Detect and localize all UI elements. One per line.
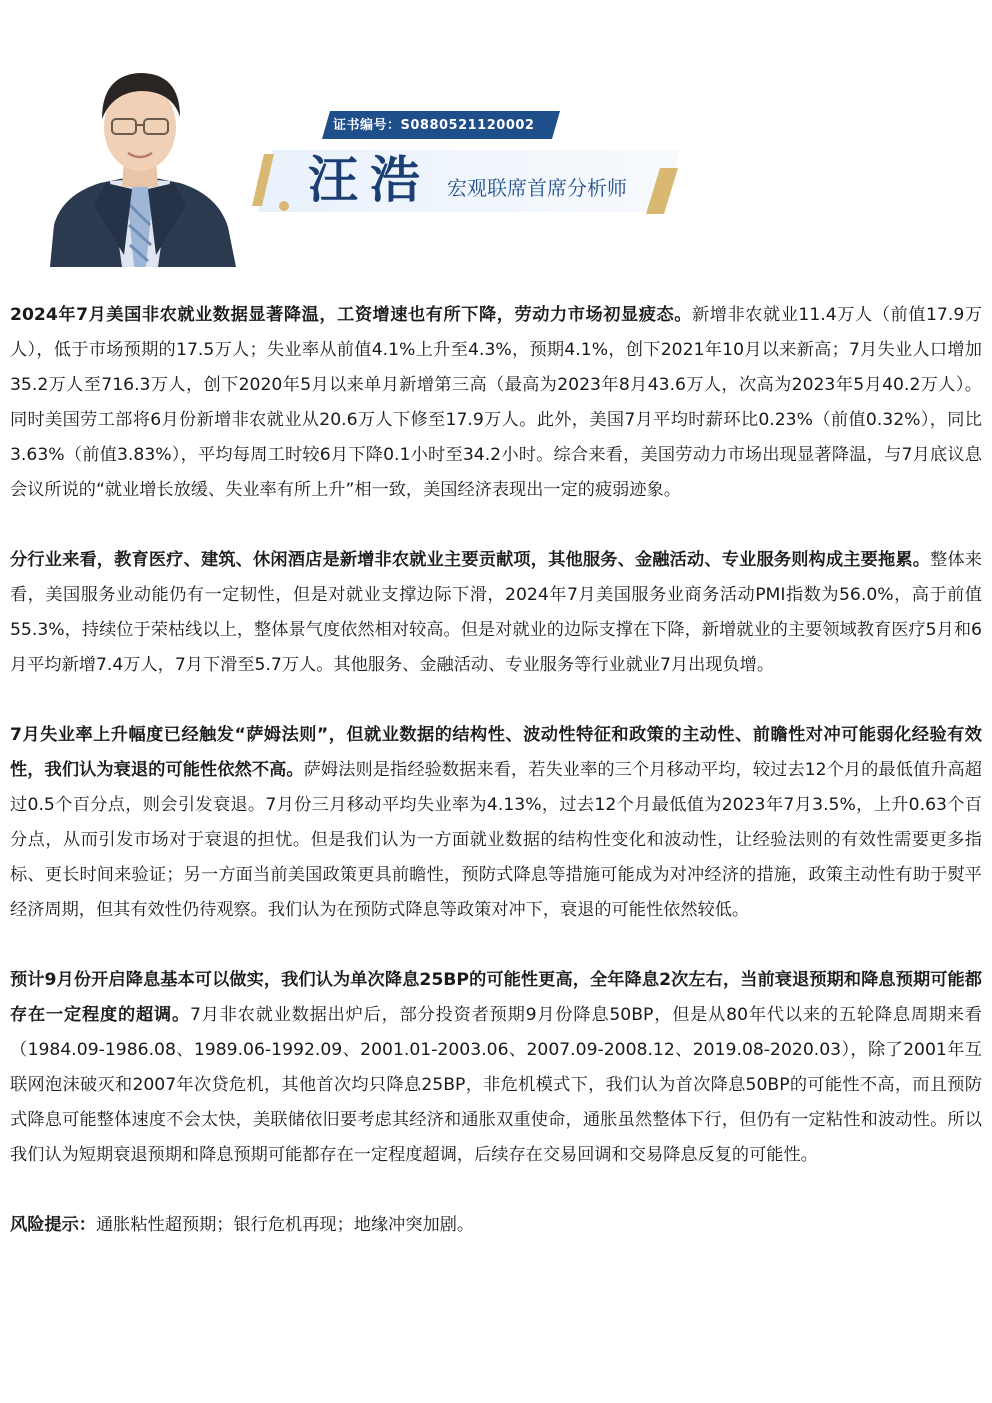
cert-number: 证书编号：S0880521120002: [333, 118, 535, 133]
analyst-title: 宏观联席首席分析师: [447, 176, 627, 200]
paragraph-lead: 分行业来看，教育医疗、建筑、休闲酒店是新增非农就业主要贡献项，其他服务、金融活动、专业服务则构成主要拖累。: [10, 550, 931, 570]
paragraph-industries: [10, 543, 982, 683]
paragraph-lead: 预计9月份开启降息基本可以做实，我们认为单次降息25BP的可能性更高，全年降息2次左右，当前衰退预期和降息预期可能都存在一定程度的超调。: [10, 970, 982, 1025]
risk-text: 通胀粘性超预期；银行危机再现；地缘冲突加剧。: [95, 1215, 475, 1235]
paragraph-lead: 7月失业率上升幅度已经触发“萨姆法则”，但就业数据的结构性、波动性特征和政策的主动性、前瞻性对冲可能弱化经验有效性，我们认为衰退的可能性依然不高。: [10, 725, 982, 780]
paragraph-body: 新增非农就业11.4万人（前值17.9万人），低于市场预期的17.5万人；失业率从前值4.1%上升至4.3%，预期4.1%，创下2021年10月以来新高；7月失业人口增加35.2万人至716.3万人，创下2020年5月以来单月新增第三高（最高为2023年8月43.6万人，次高为2023年5月40.2万人）。同时美国劳工部将6月份新增非农就业从20.6万人下修至17.9万人。此外，美国7月平均时薪环比0.23%（前值0.32%），同比3.63%（前值3.83%），平均每周工时较6月下降0.1小时至34.2小时。综合来看，美国劳动力市场出现显著降温，与7月底议息会议所说的“就业增长放缓、失业率有所上升”相一致，美国经济表现出一定的疲弱迹象。: [10, 305, 982, 500]
paragraph-payrolls: [10, 298, 982, 508]
paragraph-lead: 2024年7月美国非农就业数据显著降温，工资增速也有所下降，劳动力市场初显疲态。: [10, 305, 692, 325]
paragraph-rate-cuts: [10, 963, 982, 1173]
report-body: [10, 298, 982, 1243]
risk-label: 风险提示：: [10, 1215, 96, 1235]
risk-warning: [10, 1208, 982, 1243]
analyst-portrait: [40, 55, 240, 267]
paragraph-sahm-rule: [10, 718, 982, 928]
analyst-name: 汪浩: [308, 150, 432, 209]
paragraph-body: 萨姆法则是指经验数据来看，若失业率的三个月移动平均，较过去12个月的最低值升高超过0.5个百分点，则会引发衰退。7月份三月移动平均失业率为4.13%，过去12个月最低值为2023年7月3.5%，上升0.63个百分点，从而引发市场对于衰退的担忧。但是我们认为一方面就业数据的结构性变化和波动性，让经验法则的有效性需要更多指标、更长时间来验证；另一方面当前美国政策更具前瞻性，预防式降息等措施可能成为对冲经济的措施，政策主动性有助于熨平经济周期，但其有效性仍待观察。我们认为在预防式降息等政策对冲下，衰退的可能性依然较低。: [10, 760, 982, 920]
analyst-header: [0, 0, 992, 280]
paragraph-body: 整体来看，美国服务业动能仍有一定韧性，但是对就业支撑边际下滑，2024年7月美国服务业商务活动PMI指数为56.0%，高于前值55.3%，持续位于荣枯线以上，整体景气度依然相对较高。但是对就业的边际支撑在下降，新增就业的主要领域教育医疗5月和6月平均新增7.4万人，7月下滑至5.7万人。其他服务、金融活动、专业服务等行业就业7月出现负增。: [10, 550, 982, 675]
paragraph-body: 7月非农就业数据出炉后，部分投资者预期9月份降息50BP，但是从80年代以来的五轮降息周期来看（1984.09-1986.08、1989.06-1992.09、2001.01-2003.06、2007.09-2008.12、2019.08-2020.03），除了2001年互联网泡沫破灭和2007年次贷危机，其他首次均只降息25BP，非危机模式下，我们认为首次降息50BP的可能性不高，而且预防式降息可能整体速度不会太快，美联储依旧要考虑其经济和通胀双重使命，通胀虽然整体下行，但仍有一定粘性和波动性。所以我们认为短期衰退预期和降息预期可能都存在一定程度超调，后续存在交易回调和交易降息反复的可能性。: [10, 1005, 982, 1165]
